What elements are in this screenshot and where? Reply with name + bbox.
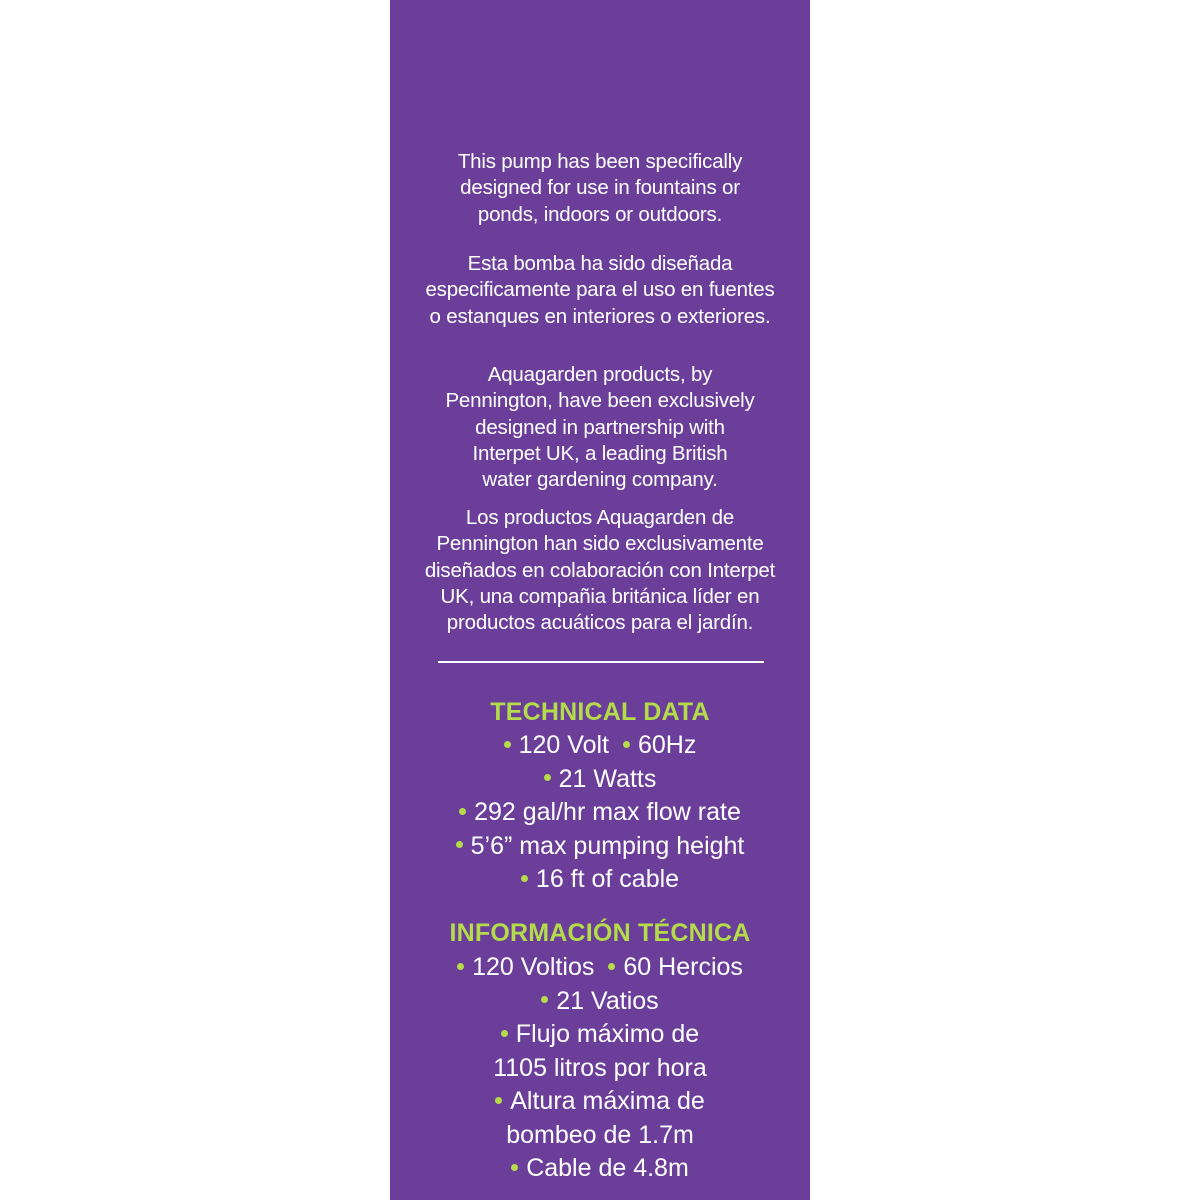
- bullet-dot-icon: [544, 774, 551, 781]
- spec-es-watts-row: [390, 985, 810, 1019]
- spec-watts-row: [390, 763, 810, 797]
- spec-flow-row: [390, 796, 810, 830]
- spec-es-height-line2: bombeo de 1.7m: [506, 1120, 694, 1149]
- spec-es-height-line1: Altura máxima de: [510, 1087, 705, 1115]
- section-divider: [438, 661, 764, 663]
- spec-es-cable-row: [390, 1152, 810, 1186]
- intro-spanish-line: o estanques en interiores o exteriores.: [429, 304, 771, 328]
- brand-english-line: water gardening company.: [482, 468, 718, 492]
- brand-spanish-line: diseñados en colaboración con Interpet: [424, 558, 776, 582]
- spec-es-watts: 21 Vatios: [556, 986, 659, 1015]
- spec-height: 5’6” max pumping height: [470, 831, 745, 860]
- spec-cable-row: [390, 863, 810, 897]
- spec-es-flow-row-continued: [390, 1052, 810, 1086]
- product-info-panel: [390, 0, 810, 1200]
- brand-spanish-line: productos acuáticos para el jardín.: [446, 611, 754, 635]
- spec-es-flow-row: [390, 1018, 810, 1052]
- spec-es-height-row: [390, 1085, 810, 1119]
- brand-english-line: designed in partnership with: [475, 415, 725, 439]
- spec-es-frequency: 60 Hercios: [623, 953, 743, 981]
- spec-height-row: [390, 830, 810, 864]
- brand-english-line: Aquagarden products, by: [487, 363, 713, 386]
- bullet-dot-icon: [456, 841, 463, 848]
- intro-english-line: ponds, indoors or outdoors.: [477, 202, 723, 226]
- brand-english: [390, 362, 810, 493]
- bullet-dot-icon: [495, 1097, 502, 1104]
- spec-voltage-frequency: [390, 729, 810, 763]
- bullet-dot-icon: [459, 808, 466, 815]
- spec-frequency: 60Hz: [637, 731, 697, 759]
- spec-es-voltage-frequency: [390, 951, 810, 985]
- spec-es-cable: Cable de 4.8m: [526, 1154, 689, 1182]
- intro-spanish: [390, 251, 810, 330]
- spec-es-height-row-continued: [390, 1119, 810, 1153]
- spec-es-flow-line1: Flujo máximo de: [515, 1020, 700, 1048]
- intro-english-line: This pump has been specifically: [457, 150, 743, 173]
- bullet-dot-icon: [511, 1164, 518, 1171]
- bullet-dot-icon: [623, 741, 630, 748]
- spec-watts: 21 Watts: [558, 764, 657, 793]
- bullet-dot-icon: [608, 963, 615, 970]
- spec-es-voltage: 120 Voltios: [472, 953, 595, 981]
- brand-spanish: [390, 505, 810, 636]
- brand-spanish-line: UK, una compañia británica líder en: [440, 584, 760, 608]
- brand-english-line: Pennington, have been exclusively: [445, 389, 755, 413]
- technical-data-heading: TECHNICAL DATA: [490, 698, 710, 726]
- spec-flow: 292 gal/hr max flow rate: [474, 798, 741, 826]
- bullet-dot-icon: [501, 1030, 508, 1037]
- intro-spanish-line: Esta bomba ha sido diseñada: [467, 252, 733, 275]
- informacion-tecnica-list: [390, 951, 810, 1186]
- intro-english: [390, 149, 810, 228]
- intro-spanish-line: especificamente para el uso en fuentes: [425, 278, 775, 302]
- brand-spanish-line: Pennington han sido exclusivamente: [436, 532, 764, 556]
- intro-english-line: designed for use in fountains or: [460, 176, 740, 200]
- spec-es-flow-line2: 1105 litros por hora: [493, 1053, 707, 1082]
- brand-spanish-line: Los productos Aquagarden de: [465, 506, 735, 529]
- spec-voltage: 120 Volt: [518, 731, 609, 759]
- bullet-dot-icon: [541, 996, 548, 1003]
- brand-english-line: Interpet UK, a leading British: [472, 441, 728, 465]
- bullet-dot-icon: [457, 963, 464, 970]
- technical-data-list: [390, 729, 810, 897]
- bullet-dot-icon: [504, 741, 511, 748]
- informacion-tecnica-heading: INFORMACIÓN TÉCNICA: [449, 919, 751, 947]
- bullet-dot-icon: [521, 875, 528, 882]
- spec-cable: 16 ft of cable: [535, 865, 680, 893]
